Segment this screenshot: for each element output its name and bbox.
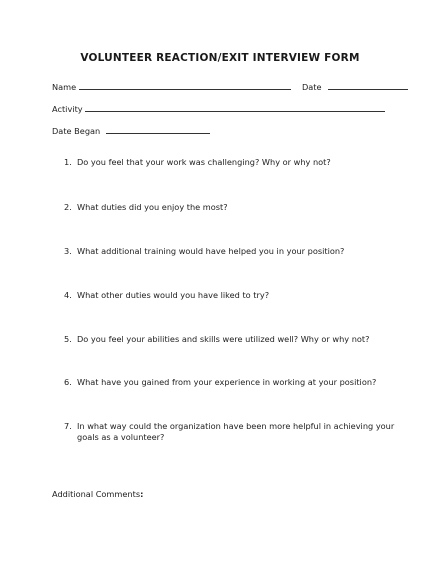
question-3 bbox=[64, 246, 404, 258]
question-text: Do you feel your abilities and skills were utilized well? Why or why not? bbox=[77, 334, 370, 344]
activity-label: Activity bbox=[52, 104, 83, 114]
question-text: In what way could the organization have been more helpful in achieving your goals as a volunteer? bbox=[77, 421, 395, 442]
question-text: What other duties would you have liked to try? bbox=[77, 290, 270, 300]
date-label: Date bbox=[301, 82, 322, 92]
name-row bbox=[52, 81, 408, 92]
question-number: 7. bbox=[64, 421, 72, 431]
activity-row bbox=[52, 103, 385, 114]
additional-comments-label: Additional Comments bbox=[52, 489, 141, 499]
date-field[interactable] bbox=[328, 81, 408, 90]
question-2 bbox=[64, 202, 404, 214]
question-number: 5. bbox=[64, 334, 72, 344]
question-text: Do you feel that your work was challenging? Why or why not? bbox=[77, 157, 331, 167]
activity-field[interactable] bbox=[85, 103, 385, 112]
question-number: 4. bbox=[64, 290, 72, 300]
name-field[interactable] bbox=[79, 81, 291, 90]
question-5 bbox=[64, 334, 404, 346]
question-text: What additional training would have helped you in your position? bbox=[77, 246, 345, 256]
question-6 bbox=[64, 377, 404, 389]
question-7 bbox=[64, 421, 404, 445]
question-1 bbox=[64, 157, 404, 169]
question-text: What duties did you enjoy the most? bbox=[77, 202, 228, 212]
date-began-label: Date Began bbox=[52, 126, 101, 136]
additional-comments: Additional Comments: bbox=[52, 489, 144, 499]
question-4 bbox=[64, 290, 404, 302]
question-number: 1. bbox=[64, 157, 72, 167]
name-label: Name bbox=[52, 82, 77, 92]
question-number: 2. bbox=[64, 202, 72, 212]
form-title: VOLUNTEER REACTION/EXIT INTERVIEW FORM bbox=[80, 52, 360, 64]
question-text: What have you gained from your experience in working at your position? bbox=[77, 377, 377, 387]
question-number: 3. bbox=[64, 246, 72, 256]
date-began-row bbox=[52, 125, 210, 136]
date-began-field[interactable] bbox=[106, 125, 210, 134]
question-number: 6. bbox=[64, 377, 72, 387]
